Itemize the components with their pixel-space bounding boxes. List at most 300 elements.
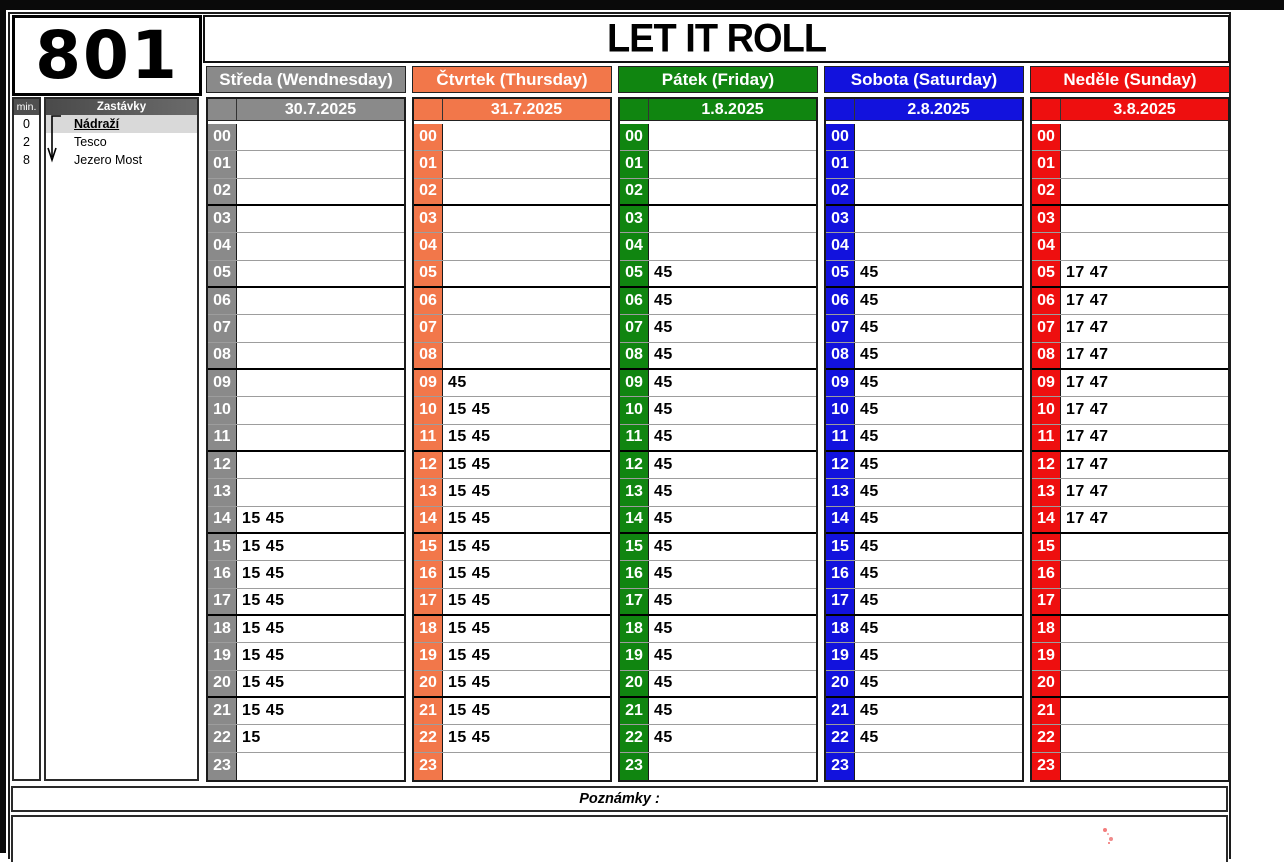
hour-label-cell: 14 [414,507,443,532]
hour-row [208,671,404,698]
day-column-31.7.2025 [412,97,612,782]
hour-row [620,233,816,260]
departure-minutes-cell: 45 [649,534,816,560]
hour-row [414,507,610,534]
hour-row [826,534,1022,561]
hour-label-cell: 19 [826,643,855,669]
hour-row [1032,151,1228,178]
hour-row [414,561,610,588]
hour-row [208,534,404,561]
notes-area [11,815,1228,862]
hour-row [208,698,404,725]
hour-row [826,616,1022,643]
departure-minutes-cell: 15 45 [443,725,610,751]
hour-row [620,561,816,588]
hour-row [826,725,1022,752]
departure-minutes-cell: 17 47 [1061,315,1228,341]
hour-row [414,233,610,260]
hour-label-cell: 21 [1032,698,1061,724]
hour-label-cell: 06 [1032,288,1061,314]
route-direction-arrow-icon [47,113,63,169]
departure-minutes-cell: 15 45 [443,561,610,587]
hour-label-cell: 03 [414,206,443,232]
ink-smudge [1103,828,1107,832]
departure-minutes-cell: 45 [855,315,1022,341]
departure-minutes-cell: 15 45 [443,452,610,478]
departure-minutes-cell: 45 [649,507,816,532]
departure-minutes-cell: 17 47 [1061,370,1228,396]
departure-minutes-cell: 45 [855,452,1022,478]
hour-row [414,452,610,479]
hour-row [620,671,816,698]
hour-row [1032,452,1228,479]
departure-minutes-cell [237,206,404,232]
hour-label-cell: 14 [620,507,649,532]
hour-label-cell: 17 [620,589,649,614]
hour-label-cell: 12 [1032,452,1061,478]
hour-label-cell: 01 [414,151,443,177]
hour-label-cell: 19 [208,643,237,669]
departure-minutes-cell: 15 45 [443,507,610,532]
hour-label-cell: 04 [1032,233,1061,259]
departure-minutes-cell: 45 [855,616,1022,642]
hour-label-cell: 21 [208,698,237,724]
notes-label: Poznámky : [579,791,660,807]
departure-minutes-cell: 45 [649,561,816,587]
hour-label-cell: 08 [826,343,855,368]
departure-minutes-cell: 45 [855,725,1022,751]
hour-row [620,643,816,670]
hour-row [208,643,404,670]
hour-row [826,124,1022,151]
departure-minutes-cell: 45 [649,479,816,505]
hour-row [208,179,404,206]
departure-minutes-cell [237,179,404,204]
hour-label-cell: 13 [208,479,237,505]
date-row [620,99,816,121]
departure-minutes-cell: 17 47 [1061,507,1228,532]
hour-label-cell: 03 [826,206,855,232]
hour-label-cell: 20 [1032,671,1061,696]
hour-label-cell: 12 [826,452,855,478]
date-row-blank-cell [620,99,649,120]
hour-label-cell: 06 [826,288,855,314]
hour-label-cell: 10 [208,397,237,423]
date-row [414,99,610,121]
hour-label-cell: 02 [414,179,443,204]
hour-row [414,315,610,342]
hour-label-cell: 10 [414,397,443,423]
date-row-blank-cell [1032,99,1061,120]
day-column-1.8.2025 [618,97,818,782]
hour-label-cell: 00 [208,124,237,150]
day-column-2.8.2025 [824,97,1024,782]
departure-minutes-cell [1061,179,1228,204]
hour-row [208,261,404,288]
hour-row [826,671,1022,698]
minutes-value: 2 [23,135,30,149]
hour-row [826,425,1022,452]
stop-item: Jezero Most [74,153,143,167]
hour-row [1032,725,1228,752]
hour-label-cell: 23 [414,753,443,780]
hour-row [620,124,816,151]
departure-minutes-cell [443,233,610,259]
hour-label-cell: 09 [620,370,649,396]
hour-label-cell: 16 [620,561,649,587]
hour-label-cell: 10 [1032,397,1061,423]
hour-row [620,589,816,616]
left-black-bar [0,10,6,853]
hour-label-cell: 05 [414,261,443,286]
departure-minutes-cell: 15 45 [237,507,404,532]
hour-label-cell: 11 [620,425,649,450]
hour-label-cell: 22 [620,725,649,751]
hour-row [208,124,404,151]
hour-row [414,151,610,178]
departure-minutes-cell: 45 [855,425,1022,450]
hour-row [414,124,610,151]
hour-row [620,616,816,643]
date-label: 30.7.2025 [284,100,357,118]
hour-row [620,425,816,452]
hour-label-cell: 21 [414,698,443,724]
hour-row [826,589,1022,616]
hour-label-cell: 09 [1032,370,1061,396]
hour-row [414,671,610,698]
departure-minutes-cell: 45 [855,561,1022,587]
hour-row [1032,507,1228,534]
departure-minutes-cell [1061,233,1228,259]
hour-row [414,288,610,315]
departure-minutes-cell [237,425,404,450]
hour-row [1032,370,1228,397]
hour-row [414,698,610,725]
departure-minutes-cell [649,179,816,204]
departure-minutes-cell: 45 [855,370,1022,396]
hour-row [1032,288,1228,315]
departure-minutes-cell: 45 [649,452,816,478]
departure-minutes-cell [237,343,404,368]
departure-minutes-cell: 45 [855,507,1022,532]
departure-minutes-cell: 15 45 [443,589,610,614]
departure-minutes-cell: 45 [649,425,816,450]
departure-minutes-cell: 45 [855,698,1022,724]
hour-row [414,753,610,780]
departure-minutes-cell: 45 [649,671,816,696]
hour-row [414,343,610,370]
departure-minutes-cell [855,753,1022,780]
title-box [203,15,1230,63]
hour-row [208,397,404,424]
hour-row [826,753,1022,780]
departure-minutes-cell: 17 47 [1061,479,1228,505]
hour-row [826,151,1022,178]
departure-minutes-cell [649,753,816,780]
date-row [208,99,404,121]
hour-row [620,261,816,288]
departure-minutes-cell: 15 45 [443,479,610,505]
hour-label-cell: 08 [620,343,649,368]
hour-label-cell: 08 [414,343,443,368]
hour-label-cell: 11 [826,425,855,450]
hour-label-cell: 09 [208,370,237,396]
departure-minutes-cell [1061,698,1228,724]
departure-minutes-cell [237,370,404,396]
day-column-30.7.2025 [206,97,406,782]
hour-row [620,151,816,178]
hour-row [826,397,1022,424]
hour-label-cell: 05 [620,261,649,286]
hour-label-cell: 02 [208,179,237,204]
hour-row [208,589,404,616]
departure-minutes-cell: 15 45 [237,671,404,696]
hour-label-cell: 13 [1032,479,1061,505]
hour-label-cell: 06 [414,288,443,314]
hour-label-cell: 07 [208,315,237,341]
hour-label-cell: 19 [1032,643,1061,669]
hour-label-cell: 07 [414,315,443,341]
hour-label-cell: 01 [208,151,237,177]
hour-row [1032,671,1228,698]
departure-minutes-cell [855,124,1022,150]
hour-label-cell: 04 [208,233,237,259]
departure-minutes-cell: 15 45 [443,534,610,560]
departure-minutes-cell [855,179,1022,204]
hour-row [620,315,816,342]
hour-row [208,206,404,233]
hour-row [1032,315,1228,342]
hour-label-cell: 02 [826,179,855,204]
hour-label-cell: 14 [826,507,855,532]
departure-minutes-cell [1061,534,1228,560]
hour-label-cell: 06 [208,288,237,314]
hour-row [620,343,816,370]
hour-label-cell: 01 [826,151,855,177]
hour-label-cell: 15 [620,534,649,560]
departure-minutes-cell [855,233,1022,259]
departure-minutes-cell: 45 [855,534,1022,560]
departure-minutes-cell [1061,671,1228,696]
hour-row [208,151,404,178]
hour-row [208,561,404,588]
day-header: Sobota (Saturday) [824,66,1024,93]
hour-row [1032,643,1228,670]
hour-label-cell: 18 [826,616,855,642]
departure-minutes-cell [237,753,404,780]
departure-minutes-cell [443,343,610,368]
hour-label-cell: 23 [620,753,649,780]
hour-label-cell: 16 [1032,561,1061,587]
departure-minutes-cell [443,315,610,341]
departure-minutes-cell [1061,561,1228,587]
departure-minutes-cell: 15 [237,725,404,751]
hour-label-cell: 16 [414,561,443,587]
departure-minutes-cell: 15 45 [237,643,404,669]
hour-label-cell: 02 [1032,179,1061,204]
minutes-values [14,115,39,169]
date-label: 1.8.2025 [701,100,764,118]
hour-label-cell: 08 [208,343,237,368]
departure-minutes-cell: 15 45 [443,425,610,450]
day-header: Čtvrtek (Thursday) [412,66,612,93]
departure-minutes-cell: 45 [855,343,1022,368]
hour-label-cell: 00 [414,124,443,150]
departure-minutes-cell [443,179,610,204]
hour-row [1032,206,1228,233]
hour-label-cell: 07 [620,315,649,341]
departure-minutes-cell [237,151,404,177]
hour-label-cell: 07 [826,315,855,341]
hour-label-cell: 12 [414,452,443,478]
departure-minutes-cell: 15 45 [443,643,610,669]
departure-minutes-cell [443,753,610,780]
hour-row [208,343,404,370]
departure-minutes-cell [237,261,404,286]
departure-minutes-cell [237,452,404,478]
hour-row [620,507,816,534]
route-number: 801 [35,16,179,94]
date-row-blank-cell [414,99,443,120]
departure-minutes-cell: 45 [649,397,816,423]
hour-row [208,233,404,260]
hour-row [208,725,404,752]
hour-row [414,425,610,452]
hour-row [826,315,1022,342]
departure-minutes-cell [443,288,610,314]
departure-minutes-cell: 45 [649,343,816,368]
departure-minutes-cell [649,233,816,259]
date-label: 2.8.2025 [907,100,970,118]
hour-row [620,288,816,315]
hour-row [1032,233,1228,260]
departure-minutes-cell [1061,589,1228,614]
hour-label-cell: 14 [1032,507,1061,532]
hour-row [620,370,816,397]
hour-label-cell: 17 [208,589,237,614]
hour-label-cell: 22 [826,725,855,751]
hour-row [620,698,816,725]
departure-minutes-cell: 45 [855,261,1022,286]
hour-label-cell: 14 [208,507,237,532]
departure-minutes-cell [237,288,404,314]
hour-row [1032,753,1228,780]
hour-label-cell: 05 [1032,261,1061,286]
hour-row [620,206,816,233]
hour-row [1032,589,1228,616]
hour-row [620,397,816,424]
departure-minutes-cell: 45 [649,725,816,751]
hour-label-cell: 09 [414,370,443,396]
departure-minutes-cell: 45 [649,288,816,314]
hour-row [826,206,1022,233]
hour-row [620,179,816,206]
hour-label-cell: 22 [208,725,237,751]
hour-label-cell: 15 [414,534,443,560]
hour-row [1032,479,1228,506]
departure-minutes-cell: 15 45 [443,616,610,642]
hour-label-cell: 01 [620,151,649,177]
hour-label-cell: 20 [620,671,649,696]
departure-minutes-cell: 15 45 [237,698,404,724]
day-header: Neděle (Sunday) [1030,66,1230,93]
hour-row [826,479,1022,506]
date-label: 31.7.2025 [490,100,563,118]
departure-minutes-cell: 17 47 [1061,452,1228,478]
hour-row [620,725,816,752]
departure-minutes-cell: 15 45 [443,397,610,423]
hour-label-cell: 18 [208,616,237,642]
hour-label-cell: 02 [620,179,649,204]
day-column-3.8.2025 [1030,97,1230,782]
departure-minutes-cell [443,151,610,177]
hour-row [826,561,1022,588]
hour-label-cell: 01 [1032,151,1061,177]
hour-label-cell: 11 [1032,425,1061,450]
hour-label-cell: 21 [826,698,855,724]
departure-minutes-cell [1061,643,1228,669]
departure-minutes-cell: 45 [855,589,1022,614]
departure-minutes-cell [443,124,610,150]
hour-row [1032,534,1228,561]
departure-minutes-cell: 45 [649,370,816,396]
hour-row [414,616,610,643]
hour-row [1032,261,1228,288]
hour-label-cell: 00 [1032,124,1061,150]
hour-row [208,370,404,397]
hour-label-cell: 21 [620,698,649,724]
departure-minutes-cell: 45 [443,370,610,396]
hour-row [1032,124,1228,151]
departure-minutes-cell: 17 47 [1061,425,1228,450]
departure-minutes-cell: 45 [855,671,1022,696]
hour-row [1032,397,1228,424]
hour-label-cell: 19 [414,643,443,669]
hour-row [414,589,610,616]
departure-minutes-cell [237,124,404,150]
departure-minutes-cell: 45 [649,315,816,341]
hour-row [826,233,1022,260]
hour-label-cell: 03 [208,206,237,232]
departure-minutes-cell: 45 [649,261,816,286]
hour-label-cell: 12 [620,452,649,478]
hour-label-cell: 23 [1032,753,1061,780]
hour-row [1032,179,1228,206]
hour-row [620,534,816,561]
hour-label-cell: 11 [414,425,443,450]
departure-minutes-cell: 45 [855,479,1022,505]
departure-minutes-cell [855,206,1022,232]
notes-header-bar [11,786,1228,812]
hour-label-cell: 19 [620,643,649,669]
hour-label-cell: 15 [826,534,855,560]
hour-label-cell: 15 [1032,534,1061,560]
departure-minutes-cell [649,151,816,177]
hour-label-cell: 16 [826,561,855,587]
stops-column-header: Zastávky [46,99,197,115]
hour-row [208,616,404,643]
hour-label-cell: 20 [208,671,237,696]
hour-label-cell: 04 [414,233,443,259]
hour-label-cell: 12 [208,452,237,478]
departure-minutes-cell [1061,725,1228,751]
hour-label-cell: 18 [414,616,443,642]
hour-label-cell: 20 [414,671,443,696]
hour-label-cell: 15 [208,534,237,560]
stops-list [46,115,197,169]
hour-label-cell: 17 [414,589,443,614]
hour-label-cell: 09 [826,370,855,396]
